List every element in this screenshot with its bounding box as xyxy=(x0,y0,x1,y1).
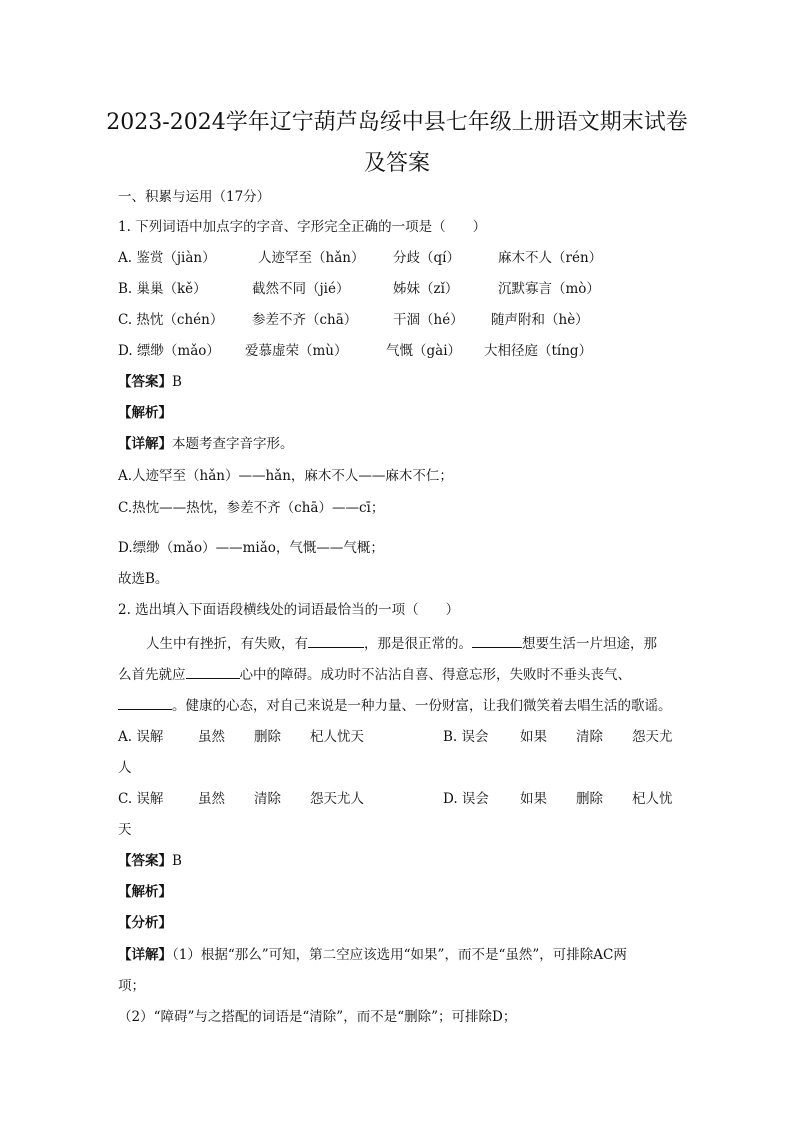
question-1-stem: 1. 下列词语中加点字的字音、字形完全正确的一项是（ ） xyxy=(118,219,487,235)
q2-detail: 【详解】（1）根据“那么”可知，第二空应该选用“如果”，而不是“虽然”，可排除AC两 xyxy=(118,947,627,963)
q2-passage-line: 人生中有挫折，有失败，有 ，那是很正常的。 想要生活一片坦途，那 xyxy=(146,633,657,653)
q2-option-d-continued: 天 xyxy=(118,822,132,838)
q1-analysis-tag: 【解析】 xyxy=(118,405,172,421)
q2-option-b-continued: 人 xyxy=(118,760,132,776)
section-heading: 一、积累与运用（17分） xyxy=(118,189,271,205)
fill-blank xyxy=(118,695,172,710)
q1-option-a: A. 鉴赏（jiàn） 人迹罕至（hǎn） 分歧（qí） 麻木不人（rén） xyxy=(118,250,603,266)
q1-option-c: C. 热忱（chén） 参差不齐（chā） 干涸（hé） 随声附和（hè） xyxy=(118,312,589,328)
fill-blank xyxy=(186,664,240,679)
q1-detail-line: C.热忱——热忱，参差不齐（chā）——cī； xyxy=(118,500,385,516)
q2-passage-line: 么首先就应 心中的障碍。成功时不沾沾自喜、得意忘形，失败时不垂头丧气、 xyxy=(118,664,631,684)
q1-option-b: B. 巢巢（kě） 截然不同（jié） 姊妹（zǐ） 沉默寡言（mò） xyxy=(118,281,600,297)
fill-blank xyxy=(472,633,522,648)
q2-passage-line: 。健康的心态，对自己来说是一种力量、一份财富，让我们微笑着去唱生活的歌谣。 xyxy=(118,695,672,715)
q2-options-cd: C. 误解 虽然 清除 怨天尤人 D. 误会 如果 删除 杞人忧 xyxy=(118,791,673,807)
q2-answer: 【答案】B xyxy=(118,853,182,869)
q1-conclusion: 故选B。 xyxy=(118,571,169,587)
q2-analysis-tag: 【解析】 xyxy=(118,884,172,900)
q1-detail-line: D.缥缈（mǎo）——miǎo，气慨——气概； xyxy=(118,540,384,556)
question-2-stem: 2. 选出填入下面语段横线处的词语最恰当的一项（ ） xyxy=(118,602,460,618)
fill-blank xyxy=(308,633,364,648)
q2-fenxi-tag: 【分析】 xyxy=(118,915,172,931)
q1-detail: 【详解】本题考查字音字形。 xyxy=(118,436,294,452)
q2-detail-line: （2）“障碍”与之搭配的词语是“清除”，而不是“删除”；可排除D； xyxy=(118,1009,517,1025)
page-title: 2023-2024学年辽宁葫芦岛绥中县七年级上册语文期末试卷 xyxy=(106,110,688,135)
page-title-continued: 及答案 xyxy=(363,151,430,176)
q2-options-ab: A. 误解 虽然 删除 杞人忧天 B. 误会 如果 清除 怨天尤 xyxy=(118,729,673,745)
q1-answer: 【答案】B xyxy=(118,374,182,390)
q2-detail-continued: 项； xyxy=(118,978,145,994)
q1-option-d: D. 缥缈（mǎo） 爱慕虚荣（mù） 气慨（gài） 大相径庭（tíng） xyxy=(118,343,593,359)
q1-detail-line: A.人迹罕至（hǎn）——hǎn，麻木不人——麻木不仁； xyxy=(118,468,453,484)
